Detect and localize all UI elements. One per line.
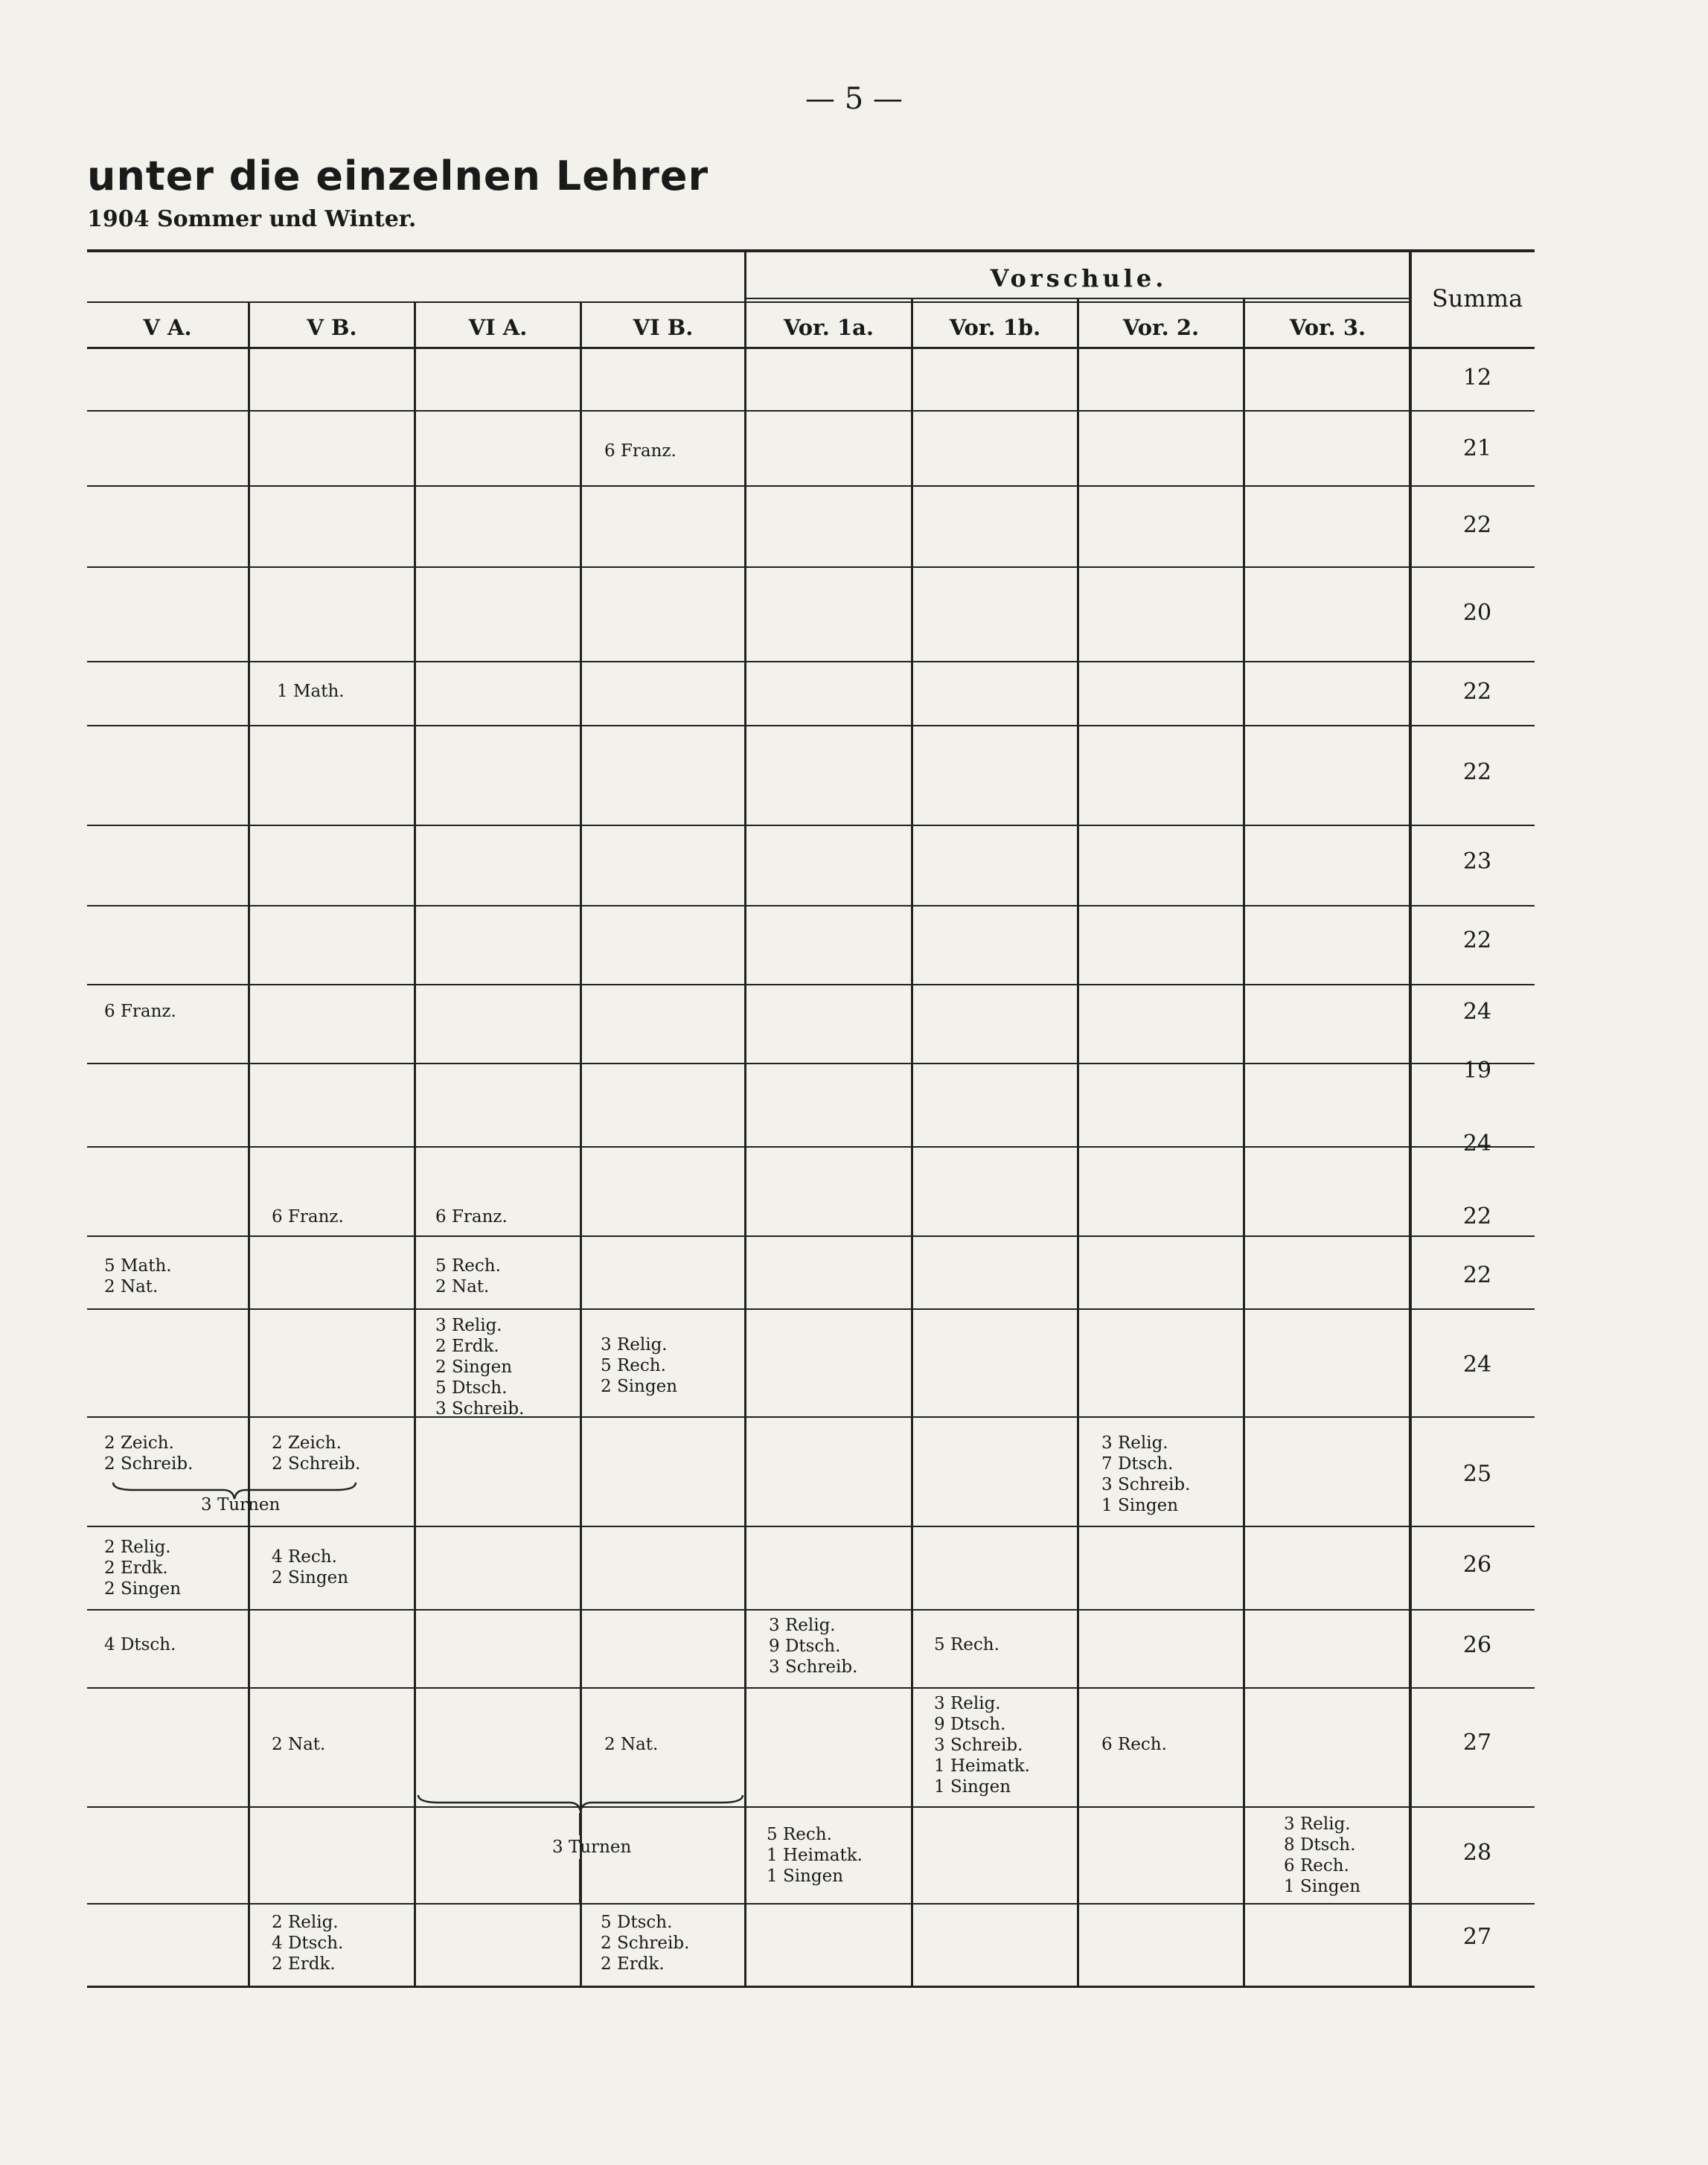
row-sum: 23 xyxy=(1462,848,1492,874)
cell-entry: 3 Relig. 8 Dtsch. 6 Rech. 1 Singen xyxy=(1284,1814,1361,1896)
row-rule xyxy=(87,1609,1535,1611)
col-rule xyxy=(744,249,746,1987)
row-sum: 25 xyxy=(1462,1461,1492,1487)
cell-entry: 5 Rech. xyxy=(934,1635,999,1654)
col-rule xyxy=(248,301,250,1987)
row-rule xyxy=(87,1903,1535,1905)
row-rule xyxy=(87,725,1535,726)
row-rule xyxy=(87,485,1535,487)
cell-entry: 2 Relig. 4 Dtsch. 2 Erdk. xyxy=(272,1913,344,1974)
col-header-va: V A. xyxy=(143,315,192,340)
row-rule xyxy=(87,1526,1535,1527)
cell-entry: 3 Relig. 5 Rech. 2 Singen xyxy=(601,1335,678,1396)
row-rule xyxy=(87,661,1535,662)
cell-entry: 2 Zeich. 2 Schreib. xyxy=(104,1433,193,1474)
row-sum: 22 xyxy=(1462,1262,1492,1288)
col-header-vor2: Vor. 2. xyxy=(1122,315,1200,340)
row-rule xyxy=(87,1235,1535,1237)
row-sum: 22 xyxy=(1462,512,1492,538)
table-bottom-rule xyxy=(87,1986,1535,1988)
row-rule xyxy=(87,410,1535,412)
cell-entry: 6 Franz. xyxy=(272,1207,344,1227)
page-title: unter die einzelnen Lehrer xyxy=(87,153,709,199)
summa-header: Summa xyxy=(1431,284,1523,313)
col-rule xyxy=(1243,299,1245,1987)
row-rule xyxy=(87,1063,1535,1064)
row-sum: 20 xyxy=(1462,600,1492,626)
row-sum: 22 xyxy=(1462,1203,1492,1229)
row-sum: 19 xyxy=(1462,1058,1492,1084)
row-rule xyxy=(87,825,1535,826)
cell-entry: 2 Nat. xyxy=(272,1735,326,1754)
cell-entry: 6 Franz. xyxy=(604,441,677,461)
row-sum: 27 xyxy=(1462,1730,1492,1756)
sum-column-rule xyxy=(1409,249,1412,1987)
cell-entry: 6 Franz. xyxy=(104,1002,176,1021)
row-sum: 22 xyxy=(1462,679,1492,705)
col-header-vib: VI B. xyxy=(633,315,694,340)
cell-entry: 5 Dtsch. 2 Schreib. 2 Erdk. xyxy=(601,1913,690,1974)
cell-entry: 6 Rech. xyxy=(1101,1735,1167,1754)
cell-entry: 5 Rech. 1 Heimatk. 1 Singen xyxy=(767,1825,863,1886)
row-sum: 24 xyxy=(1462,999,1492,1025)
turnen-label: 3 Turnen xyxy=(552,1838,632,1857)
row-rule xyxy=(87,1308,1535,1310)
cell-entry: 5 Rech. 2 Nat. xyxy=(435,1256,501,1296)
row-rule xyxy=(87,984,1535,985)
row-rule xyxy=(87,905,1535,906)
cell-entry: 3 Relig. 2 Erdk. 2 Singen 5 Dtsch. 3 Schreib. xyxy=(435,1316,525,1419)
col-header-vb: V B. xyxy=(307,315,357,340)
row-sum: 26 xyxy=(1462,1552,1492,1578)
cell-entry: 1 Math. xyxy=(277,682,345,701)
turnen-brace-via-vib xyxy=(417,1794,744,1813)
row-sum: 21 xyxy=(1462,435,1492,461)
header-bottom-rule xyxy=(87,347,1535,349)
col-rule xyxy=(414,301,416,1987)
row-sum: 24 xyxy=(1462,1131,1492,1157)
col-rule xyxy=(1077,299,1079,1987)
row-sum: 28 xyxy=(1462,1840,1492,1866)
row-rule xyxy=(87,1146,1535,1148)
col-header-vor1a: Vor. 1a. xyxy=(783,315,874,340)
vorschule-header: Vorschule. xyxy=(990,264,1168,292)
col-rule xyxy=(580,301,582,1987)
col-header-vor3: Vor. 3. xyxy=(1289,315,1366,340)
cell-entry: 6 Franz. xyxy=(435,1207,508,1227)
row-sum: 26 xyxy=(1462,1632,1492,1658)
page-number: — 5 — xyxy=(805,82,903,116)
turnen-label: 3 Turnen xyxy=(201,1495,281,1515)
row-sum: 22 xyxy=(1462,759,1492,785)
page-subtitle: 1904 Sommer und Winter. xyxy=(87,206,417,232)
row-sum: 22 xyxy=(1462,927,1492,953)
row-rule xyxy=(87,1687,1535,1689)
cell-entry: 4 Rech. 2 Singen xyxy=(272,1547,349,1587)
row-sum: 27 xyxy=(1462,1924,1492,1950)
cell-entry: 2 Relig. 2 Erdk. 2 Singen xyxy=(104,1538,182,1599)
cell-entry: 3 Relig. 9 Dtsch. 3 Schreib. 1 Heimatk. 1 Singen xyxy=(934,1694,1030,1797)
row-sum: 12 xyxy=(1462,365,1492,391)
col-header-vor1b: Vor. 1b. xyxy=(949,315,1041,340)
row-rule xyxy=(87,1416,1535,1418)
cell-entry: 3 Relig. 9 Dtsch. 3 Schreib. xyxy=(769,1616,858,1677)
brace-stem xyxy=(579,1859,580,1904)
brace-stem xyxy=(579,1813,580,1835)
cell-entry: 2 Nat. xyxy=(604,1735,659,1754)
row-rule xyxy=(87,1806,1535,1808)
row-sum: 24 xyxy=(1462,1352,1492,1378)
header-upper-rule xyxy=(87,301,1410,303)
table-top-rule xyxy=(87,249,1535,252)
col-header-via: VI A. xyxy=(468,315,528,340)
cell-entry: 4 Dtsch. xyxy=(104,1635,176,1654)
col-rule xyxy=(911,299,913,1987)
row-rule xyxy=(87,566,1535,568)
cell-entry: 5 Math. 2 Nat. xyxy=(104,1256,172,1296)
cell-entry: 3 Relig. 7 Dtsch. 3 Schreib. 1 Singen xyxy=(1101,1433,1191,1515)
cell-entry: 2 Zeich. 2 Schreib. xyxy=(272,1433,361,1474)
